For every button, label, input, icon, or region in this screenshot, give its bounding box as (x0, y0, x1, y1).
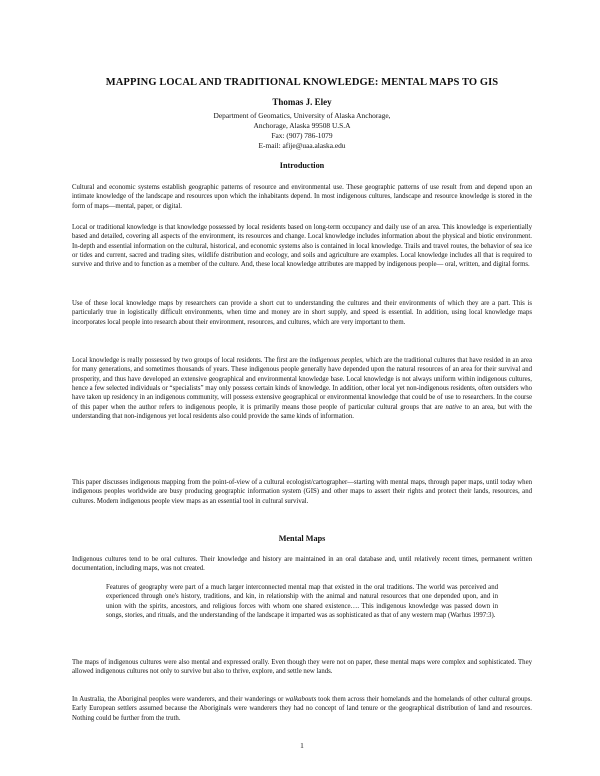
paragraph: Local knowledge is really possessed by two groups of local residents. The first are the indigenous peoples, which are the traditional cultures that have resided in an area for many generations, and sometimes thousands of years. These indigenous people generally have depended upon the natural resources of an area for their survival and prosperity, and thus have developed an extensive geographical and environmental knowledge base. Local knowledge is not always uniform within indigenous cultures, hence a few selected individuals or “specialists” may only possess certain kinds of knowledge. In addition, other local yet non-indigenous residents, often outsiders who have taken up residency in an indigenous community, will possess extensive geographical or environmental knowledge that could be of use to researchers. In the course of this paper when the author refers to indigenous people, it is primarily means those people of particular cultural groups that are native to an area, but with the understanding that non-indigenous yet local residents also could provide the same kinds of information. (72, 357, 533, 421)
author-email: E-mail: afije@uaa.alaska.edu (258, 141, 346, 150)
author-fax: Fax: (907) 786-1079 (271, 131, 333, 140)
paragraph: Use of these local knowledge maps by researchers can provide a short cut to understanding the cultures and their environments of which they are a part. This is particularly true in logistically difficult environments, when time and money are in short supply, and speed is essential. In addition, using local knowledge maps incorporates local people into research about their environment, resources, and cultures, which are very important to them. (72, 300, 532, 326)
paragraph: Indigenous cultures tend to be oral cultures. Their knowledge and history are maintained in an oral database and, until relatively recent times, permanent written documentation, including maps, was not created. (72, 556, 532, 573)
section-heading-mental-maps: Mental Maps (278, 534, 326, 543)
paragraph: In Australia, the Aboriginal peoples were wanderers, and their wanderings or walkabouts took them across their homelands and the homelands of other cultural groups. Early European settlers assumed because the Aboriginals were wanderers they had no concept of land tenure or the geographical distribution of land and resources. Nothing could be further from the truth. (72, 696, 532, 722)
section-heading-introduction: Introduction (279, 161, 325, 170)
paragraph: The maps of indigenous cultures were also mental and expressed orally. Even though they were not on paper, these mental maps were complex and sophisticated. They allowed indigenous cultures not only to survive but also to thrive, explore, and settle new lands. (72, 659, 532, 676)
author-address: Anchorage, Alaska 99508 U.S.A (253, 121, 351, 130)
paragraph: Local or traditional knowledge is that knowledge possessed by local residents based on long-term occupancy and daily use of an area. This knowledge is experientially based and detailed, covering all aspects of the environment, its resources and change. Local knowledge includes information about the physical and biotic environment. In-depth and essential information on the cultural, historical, and economic systems also is contained in local knowledge. Trails and travel routes, the behavior of sea ice or tides and current, sacred and trading sites, wildlife distribution and ecology, and soils and agriculture are examples. Local knowledge includes all that is required to survive and thrive and to function as a member of the culture. And, these local knowledge attributes are mapped by indigenous people— oral, written, and digital forms. (72, 224, 532, 269)
block-quote: Features of geography were part of a much larger interconnected mental map that existed in the oral traditions. The world was perceived and experienced through one's history, traditions, and kin, in relationship with the animal and natural resources that one depended upon, and in union with the spirits, ancestors, and religious forces with whom one shared existence…. This indigenous knowledge was passed down in songs, stories, and rituals, and the understanding of the landscape it imparted was as sophisticated as that of any western map (Warhus 1997:3). (106, 584, 498, 620)
paragraph: This paper discusses indigenous mapping from the point-of-view of a cultural ecologist/cartographer—starting with mental maps, through paper maps, until today when indigenous peoples worldwide are busy producing geographic information system (GIS) and other maps to assert their rights and protect their lands, resources, and cultures. Modern indigenous people view maps as an essential tool in cultural survival. (72, 479, 532, 505)
paper-title: MAPPING LOCAL AND TRADITIONAL KNOWLEDGE: MENTAL MAPS TO GIS (105, 77, 499, 88)
author-department: Department of Geomatics, University of Alaska Anchorage, (213, 111, 391, 120)
page-number: 1 (300, 741, 304, 750)
author-name: Thomas J. Eley (272, 97, 332, 107)
paragraph: Cultural and economic systems establish geographic patterns of resource and environmental use. These geographic patterns of use result from and depend upon an intimate knowledge of the landscape and resources upon which the inhabitants depend. In most indigenous cultures, landscape and resource knowledge is stored in the form of maps—mental, paper, or digital. (72, 184, 532, 210)
